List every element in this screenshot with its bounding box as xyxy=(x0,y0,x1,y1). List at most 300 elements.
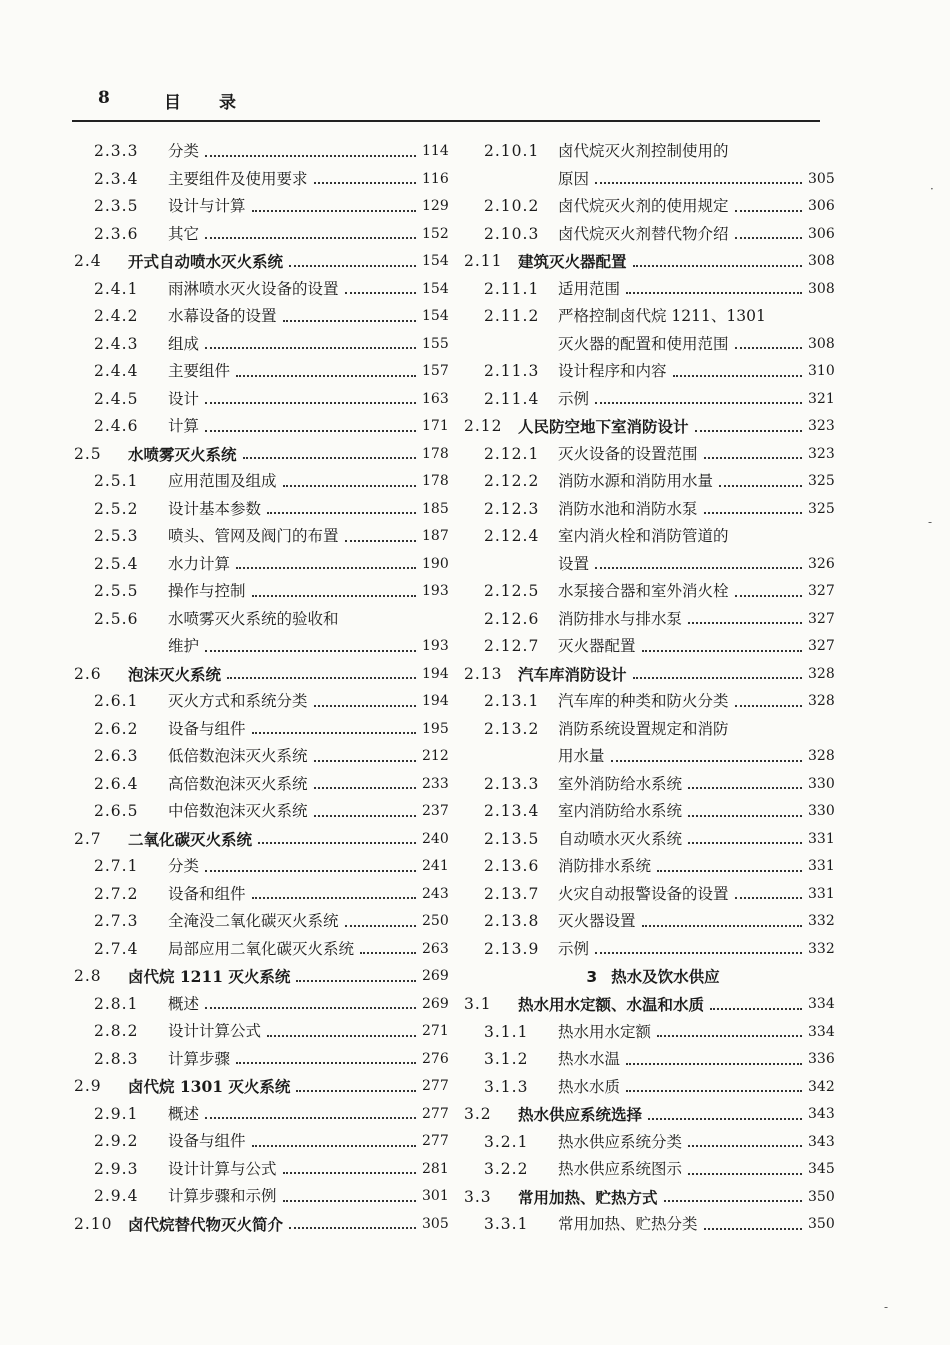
toc-entry[interactable] xyxy=(74,138,456,166)
section-title: 建筑灭火器配置 xyxy=(518,252,627,271)
section-title: 水力计算 xyxy=(168,554,231,573)
section-title: 室内消防给水系统 xyxy=(558,802,683,820)
page-ref: 323 xyxy=(808,445,835,462)
toc-entry[interactable] xyxy=(464,496,842,524)
dot-leader xyxy=(205,1007,416,1009)
section-number: 3.2 xyxy=(464,1105,492,1123)
dot-leader xyxy=(267,512,416,514)
section-title: 卤代烷替代物灭火简介 xyxy=(128,1214,284,1234)
toc-entry[interactable] xyxy=(74,193,456,221)
toc-entry[interactable] xyxy=(464,1184,842,1212)
toc-entry[interactable] xyxy=(464,1156,842,1184)
section-number: 2.13.3 xyxy=(484,774,540,793)
section-number: 2.13.6 xyxy=(484,857,540,875)
section-number: 2.4.1 xyxy=(94,279,139,298)
page-ref: 343 xyxy=(808,1133,835,1150)
section-number: 3.3.1 xyxy=(484,1215,529,1233)
section-number: 2.3.4 xyxy=(94,169,139,188)
toc-entry[interactable] xyxy=(464,578,842,606)
section-title: 适用范围 xyxy=(558,279,621,298)
toc-entry[interactable] xyxy=(464,193,842,221)
page-ref: 240 xyxy=(422,830,449,847)
page-ref: 193 xyxy=(422,583,449,599)
dot-leader xyxy=(735,210,802,212)
section-number: 2.12.7 xyxy=(484,637,540,655)
section-number: 2.4.2 xyxy=(94,307,139,325)
section-title: 常用加热、贮热分类 xyxy=(558,1215,698,1233)
section-number: 2.11.2 xyxy=(484,307,540,325)
dot-leader xyxy=(664,1200,802,1202)
toc-entry[interactable] xyxy=(74,798,456,826)
page-ref: 195 xyxy=(422,720,449,737)
toc-entry[interactable] xyxy=(464,633,842,661)
section-title: 主要组件及使用要求 xyxy=(168,169,308,188)
section-title: 灭火方式和系统分类 xyxy=(168,692,308,710)
toc-entry[interactable] xyxy=(464,991,842,1019)
section-title: 水喷雾灭火系统的验收和 xyxy=(168,609,339,628)
toc-entry[interactable] xyxy=(464,688,842,716)
dot-leader xyxy=(236,1062,416,1064)
dot-leader xyxy=(236,567,416,569)
section-title: 原因 xyxy=(558,169,590,188)
section-title: 室外消防给水系统 xyxy=(558,774,683,793)
section-number: 3.2.1 xyxy=(484,1132,529,1151)
section-title: 严格控制卤代烷 1211、1301 xyxy=(558,307,766,325)
toc-entry[interactable] xyxy=(464,523,842,551)
section-title: 灭火设备的设置范围 xyxy=(558,444,698,463)
page-ref: 157 xyxy=(422,363,449,379)
section-title: 概述 xyxy=(168,994,200,1013)
toc-entry-continuation[interactable] xyxy=(464,551,842,579)
section-title: 喷头、管网及阀门的布置 xyxy=(168,527,339,545)
chapter-heading xyxy=(464,963,842,991)
toc-entry[interactable] xyxy=(74,441,456,469)
section-number: 2.7.4 xyxy=(94,939,139,958)
page-ref: 350 xyxy=(808,1216,835,1232)
dot-leader xyxy=(657,870,802,872)
toc-entry[interactable] xyxy=(464,468,842,496)
section-title: 消防排水系统 xyxy=(558,857,652,875)
section-number: 2.8 xyxy=(74,967,102,985)
page-ref: 250 xyxy=(422,913,449,929)
toc-entry[interactable] xyxy=(464,358,842,386)
page-ref: 331 xyxy=(808,885,835,902)
toc-entry[interactable] xyxy=(74,166,456,194)
section-title: 用水量 xyxy=(558,747,605,765)
toc-entry[interactable] xyxy=(464,1129,842,1157)
toc-entry[interactable] xyxy=(464,936,842,964)
toc-entry[interactable] xyxy=(74,991,456,1019)
dot-leader xyxy=(719,485,802,487)
section-title: 应用范围及组成 xyxy=(168,472,277,490)
dot-leader xyxy=(314,760,416,762)
section-number: 3.2.2 xyxy=(484,1160,529,1178)
section-number: 2.11.4 xyxy=(484,389,540,408)
section-title: 开式自动喷水灭火系统 xyxy=(128,252,284,271)
section-title: 示例 xyxy=(558,389,590,408)
page-ref: 155 xyxy=(422,335,449,352)
dot-leader xyxy=(642,650,802,652)
section-number: 3.3 xyxy=(464,1187,492,1206)
page-ref: 327 xyxy=(808,610,835,627)
dot-leader xyxy=(735,705,802,707)
section-title: 雨淋喷水灭火设备的设置 xyxy=(168,279,339,298)
section-title: 计算 xyxy=(168,417,200,435)
section-number: 2.5.6 xyxy=(94,609,139,628)
section-title: 设计与计算 xyxy=(168,197,246,215)
section-number: 2.12.4 xyxy=(484,527,540,545)
dot-leader xyxy=(704,1228,802,1230)
toc-entry[interactable] xyxy=(464,661,842,689)
toc-entry[interactable] xyxy=(74,826,456,854)
page-ref: 325 xyxy=(808,500,835,517)
toc-column-left xyxy=(74,138,456,1238)
section-number: 2.9.4 xyxy=(94,1187,139,1205)
section-title: 主要组件 xyxy=(168,362,231,380)
section-number: 3.1.1 xyxy=(484,1022,529,1041)
section-number: 2.11 xyxy=(464,252,503,270)
page-ref: 331 xyxy=(808,830,835,847)
section-title: 示例 xyxy=(558,939,590,958)
page-ref: 190 xyxy=(422,555,449,572)
dot-leader xyxy=(633,265,802,267)
dot-leader xyxy=(626,1063,802,1065)
section-number: 2.7.1 xyxy=(94,857,139,875)
dot-leader xyxy=(704,457,802,459)
dot-leader xyxy=(205,237,416,239)
section-title: 其它 xyxy=(168,224,200,243)
dot-leader xyxy=(648,1118,802,1120)
dot-leader xyxy=(688,1145,802,1147)
section-number: 2.5.5 xyxy=(94,582,139,600)
toc-entry[interactable] xyxy=(464,826,842,854)
page-ref: 345 xyxy=(808,1161,835,1177)
dot-leader xyxy=(688,622,802,624)
dot-leader xyxy=(314,815,416,817)
section-title: 水喷雾灭火系统 xyxy=(128,444,237,464)
dot-leader xyxy=(595,952,802,954)
section-number: 2.9.3 xyxy=(94,1159,139,1178)
section-number: 2.6.5 xyxy=(94,802,139,820)
page-ref: 328 xyxy=(808,748,835,764)
section-number: 2.9.1 xyxy=(94,1104,139,1123)
section-title: 水幕设备的设置 xyxy=(168,307,277,325)
section-title: 全淹没二氧化碳灭火系统 xyxy=(168,912,339,930)
toc-column-right xyxy=(464,138,842,1239)
section-number: 2.7.2 xyxy=(94,884,139,903)
toc-entry[interactable] xyxy=(74,853,456,881)
section-title: 概述 xyxy=(168,1104,200,1123)
toc-entry[interactable] xyxy=(74,1183,456,1211)
toc-entry[interactable] xyxy=(74,578,456,606)
dot-leader xyxy=(283,1200,416,1202)
section-title: 操作与控制 xyxy=(168,582,246,600)
toc-entry[interactable] xyxy=(464,1101,842,1129)
toc-entry[interactable] xyxy=(74,716,456,744)
toc-entry-continuation[interactable] xyxy=(464,743,842,771)
toc-entry[interactable] xyxy=(464,798,842,826)
section-number: 2.12.1 xyxy=(484,444,540,463)
toc-entry[interactable] xyxy=(74,386,456,414)
toc-entry[interactable] xyxy=(74,908,456,936)
toc-entry[interactable] xyxy=(464,1046,842,1074)
section-title: 汽车库的种类和防火分类 xyxy=(558,692,729,710)
section-title: 消防水池和消防水泵 xyxy=(558,499,698,518)
dot-leader xyxy=(345,925,416,927)
page-ref: 277 xyxy=(422,1105,449,1122)
toc-entry[interactable] xyxy=(464,303,842,331)
scan-mark: - xyxy=(884,1300,889,1314)
dot-leader xyxy=(626,292,802,294)
dot-leader xyxy=(688,815,802,817)
page-ref: 301 xyxy=(422,1188,449,1204)
section-title: 热水水质 xyxy=(558,1077,621,1096)
section-title: 计算步骤和示例 xyxy=(168,1187,277,1205)
toc-entry[interactable] xyxy=(74,276,456,304)
section-title: 设计程序和内容 xyxy=(558,362,667,380)
section-number: 2.6 xyxy=(74,664,102,683)
toc-entry[interactable] xyxy=(464,1074,842,1102)
dot-leader xyxy=(252,210,416,212)
toc-entry[interactable] xyxy=(74,606,456,634)
dot-leader xyxy=(252,1145,416,1147)
page-ref: 178 xyxy=(422,473,449,489)
dot-leader xyxy=(314,705,416,707)
toc-entry[interactable] xyxy=(464,441,842,469)
page-ref: 306 xyxy=(808,225,835,242)
dot-leader xyxy=(283,320,416,322)
page-ref: 116 xyxy=(422,170,449,187)
section-number: 2.12.3 xyxy=(484,499,540,518)
section-number: 2.8.2 xyxy=(94,1022,139,1040)
page-ref: 336 xyxy=(808,1051,835,1067)
page-ref: 154 xyxy=(422,280,449,297)
section-number: 2.12.5 xyxy=(484,582,540,600)
toc-entry[interactable] xyxy=(464,138,842,166)
dot-leader xyxy=(205,402,416,404)
toc-entry[interactable] xyxy=(74,1211,456,1239)
toc-entry[interactable] xyxy=(464,716,842,744)
page-ref: 305 xyxy=(808,170,835,187)
toc-entry[interactable] xyxy=(464,1211,842,1239)
section-title: 消防水源和消防用水量 xyxy=(558,472,714,490)
section-title: 设计基本参数 xyxy=(168,499,262,518)
toc-entry[interactable] xyxy=(74,413,456,441)
page-ref: 331 xyxy=(808,858,835,874)
dot-leader xyxy=(642,925,802,927)
section-title: 计算步骤 xyxy=(168,1049,231,1068)
section-number: 2.3.5 xyxy=(94,197,139,215)
section-number: 2.4.6 xyxy=(94,417,139,435)
toc-entry[interactable] xyxy=(464,908,842,936)
section-number: 2.9.2 xyxy=(94,1132,139,1150)
section-title: 灭火器配置 xyxy=(558,637,636,655)
toc-entry[interactable] xyxy=(464,1019,842,1047)
section-number: 2.10.3 xyxy=(484,224,540,243)
page-ref: 193 xyxy=(422,638,449,654)
dot-leader xyxy=(595,567,802,569)
section-title: 中倍数泡沫灭火系统 xyxy=(168,802,308,820)
section-number: 2.7 xyxy=(74,829,102,848)
toc-entry[interactable] xyxy=(74,1101,456,1129)
section-title: 组成 xyxy=(168,334,200,353)
page-ref: 114 xyxy=(422,143,449,159)
toc-entry[interactable] xyxy=(74,881,456,909)
section-title: 热水水温 xyxy=(558,1050,621,1068)
section-title: 设计 xyxy=(168,389,200,408)
dot-leader xyxy=(695,430,802,432)
section-number: 2.11.1 xyxy=(484,279,540,298)
toc-entry[interactable] xyxy=(74,551,456,579)
toc-entry[interactable] xyxy=(74,221,456,249)
section-number: 2.13.1 xyxy=(484,692,540,710)
toc-entry[interactable] xyxy=(464,386,842,414)
toc-entry[interactable] xyxy=(74,743,456,771)
toc-entry[interactable] xyxy=(464,413,842,441)
page-ref: 332 xyxy=(808,913,835,929)
toc-entry[interactable] xyxy=(74,468,456,496)
dot-leader xyxy=(289,1227,416,1229)
section-title: 低倍数泡沫灭火系统 xyxy=(168,747,308,765)
toc-entry[interactable] xyxy=(74,1018,456,1046)
dot-leader xyxy=(633,677,802,679)
section-number: 2.7.3 xyxy=(94,912,139,930)
section-title: 消防系统设置规定和消防 xyxy=(558,719,729,738)
page-ref: 263 xyxy=(422,940,449,957)
dot-leader xyxy=(595,402,802,404)
page-ref: 269 xyxy=(422,995,449,1012)
page-ref: 187 xyxy=(422,528,449,544)
section-number: 2.13 xyxy=(464,664,503,683)
toc-entry[interactable] xyxy=(74,331,456,359)
toc-entry-continuation[interactable] xyxy=(464,166,842,194)
section-number: 2.8.1 xyxy=(94,994,139,1013)
toc-entry[interactable] xyxy=(464,853,842,881)
toc-entry[interactable] xyxy=(464,221,842,249)
page-ref: 332 xyxy=(808,940,835,957)
toc-entry[interactable] xyxy=(464,881,842,909)
section-number: 2.13.4 xyxy=(484,802,540,820)
section-number: 2.5.1 xyxy=(94,472,139,490)
header-rule xyxy=(72,120,820,122)
section-number: 2.5.3 xyxy=(94,527,139,545)
section-title: 水泵接合器和室外消火栓 xyxy=(558,582,729,600)
dot-leader xyxy=(283,485,416,487)
section-title: 热水供应系统分类 xyxy=(558,1132,683,1151)
toc-entry[interactable] xyxy=(74,661,456,689)
dot-leader xyxy=(205,1117,416,1119)
section-title: 常用加热、贮热方式 xyxy=(518,1187,658,1207)
section-title: 热水供应系统选择 xyxy=(518,1105,643,1124)
page-ref: 327 xyxy=(808,583,835,599)
section-number: 2.4.4 xyxy=(94,362,139,380)
section-number: 2.12 xyxy=(464,417,503,435)
page-ref: 154 xyxy=(422,253,449,269)
page-ref: 321 xyxy=(808,390,835,407)
dot-leader xyxy=(710,1008,802,1010)
dot-leader xyxy=(252,732,416,734)
toc-entry[interactable] xyxy=(74,303,456,331)
chapter-number: 3 xyxy=(586,968,598,986)
toc-entry[interactable] xyxy=(74,771,456,799)
toc-entry-continuation[interactable] xyxy=(464,331,842,359)
section-number: 2.10 xyxy=(74,1214,113,1233)
dot-leader xyxy=(688,787,802,789)
page-ref: 310 xyxy=(808,363,835,379)
section-number: 2.3.3 xyxy=(94,142,139,160)
section-title: 维护 xyxy=(168,637,200,655)
page-ref: 237 xyxy=(422,803,449,819)
section-number: 2.4 xyxy=(74,252,102,270)
section-number: 2.12.2 xyxy=(484,472,540,490)
section-number: 2.10.2 xyxy=(484,197,540,215)
dot-leader xyxy=(626,1090,802,1092)
toc-entry[interactable] xyxy=(74,496,456,524)
scan-mark: - xyxy=(928,515,933,529)
section-title: 设计计算公式 xyxy=(168,1022,262,1040)
dot-leader xyxy=(673,375,802,377)
toc-entry[interactable] xyxy=(74,248,456,276)
page-number: 8 xyxy=(98,88,110,108)
dot-leader xyxy=(258,842,416,844)
section-title: 泡沫灭火系统 xyxy=(128,664,222,684)
dot-leader xyxy=(345,540,416,542)
dot-leader xyxy=(289,265,416,267)
toc-entry[interactable] xyxy=(74,358,456,386)
dot-leader xyxy=(236,375,416,377)
toc-entry[interactable] xyxy=(74,1073,456,1101)
section-title: 消防排水与排水泵 xyxy=(558,609,683,628)
toc-entry[interactable] xyxy=(74,688,456,716)
dot-leader xyxy=(735,347,802,349)
section-title: 设备与组件 xyxy=(168,719,246,738)
toc-entry[interactable] xyxy=(74,523,456,551)
dot-leader xyxy=(296,1090,416,1092)
toc-entry[interactable] xyxy=(74,936,456,964)
toc-entry[interactable] xyxy=(74,963,456,991)
section-title: 分类 xyxy=(168,857,200,875)
dot-leader xyxy=(595,182,802,184)
toc-entry[interactable] xyxy=(74,1128,456,1156)
dot-leader xyxy=(296,980,416,982)
page-ref: 233 xyxy=(422,775,449,792)
toc-entry[interactable] xyxy=(464,248,842,276)
section-title: 局部应用二氧化碳灭火系统 xyxy=(168,939,355,958)
section-number: 2.12.6 xyxy=(484,609,540,628)
toc-entry[interactable] xyxy=(464,276,842,304)
toc-entry[interactable] xyxy=(464,606,842,634)
page-ref: 194 xyxy=(422,693,449,709)
toc-entry[interactable] xyxy=(464,771,842,799)
dot-leader xyxy=(735,595,802,597)
page-ref: 277 xyxy=(422,1133,449,1149)
page-ref: 277 xyxy=(422,1078,449,1094)
chapter-title: 热水及饮水供应 xyxy=(611,968,720,986)
toc-entry[interactable] xyxy=(74,1156,456,1184)
section-title: 室内消火栓和消防管道的 xyxy=(558,527,729,545)
page-ref: 325 xyxy=(808,473,835,489)
dot-leader xyxy=(688,842,802,844)
toc-entry-continuation[interactable] xyxy=(74,633,456,661)
section-title: 设计计算与公式 xyxy=(168,1159,277,1178)
dot-leader xyxy=(735,897,802,899)
section-number: 2.5.2 xyxy=(94,499,139,518)
section-title: 卤代烷 1211 灭火系统 xyxy=(128,967,291,986)
toc-entry[interactable] xyxy=(74,1046,456,1074)
dot-leader xyxy=(252,595,416,597)
page-ref: 243 xyxy=(422,885,449,902)
section-number: 2.13.7 xyxy=(484,884,540,903)
